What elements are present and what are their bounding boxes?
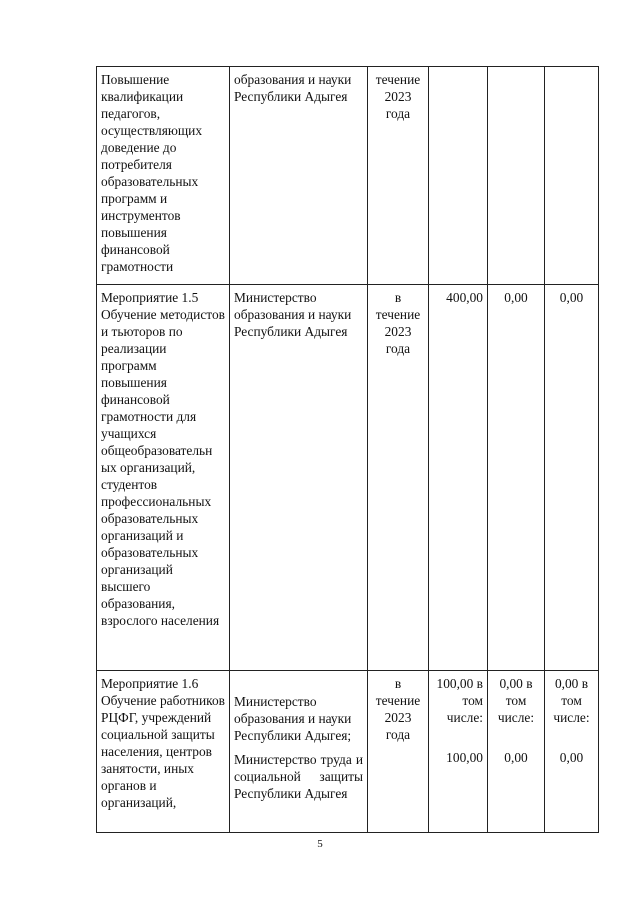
value-cell — [429, 671, 488, 833]
executor-cell: Министерство образования и науки Республики Адыгея — [230, 285, 368, 671]
value-cell: 0,00 — [545, 285, 599, 671]
value-part: 0,00 — [559, 750, 584, 765]
value-total: 100,00 в том числе: — [436, 676, 483, 725]
value-cell — [545, 671, 599, 833]
plan-table — [96, 66, 599, 833]
activity-cell: Повышение квалификации педагогов, осуществляющих доведение до потребителя образовательных программ и инструментов повышения финансовой грамотности — [97, 67, 230, 285]
activity-cell: Мероприятие 1.6 Обучение работников РЦФГ, учреждений социальной защиты населения, центров занятости, иных органов и организаций, — [97, 671, 230, 833]
value-cell — [429, 67, 488, 285]
executor-cell: образования и науки Республики Адыгея — [230, 67, 368, 285]
activity-cell: Мероприятие 1.5 Обучение методистов и тьюторов по реализации программ повышения финансовой грамотности для учащихся общеобразовательн ых организаций, студентов профессиональных образовательных организаций и образовательных организаций высшего образования, взрослого населения — [97, 285, 230, 671]
value-part: 100,00 — [446, 750, 483, 765]
table-row — [97, 285, 599, 671]
period-cell: в течение 2023 года — [368, 671, 429, 833]
value-part: 0,00 — [504, 750, 528, 765]
period-cell: течение 2023 года — [368, 67, 429, 285]
value-total: 0,00 в том числе: — [553, 676, 590, 725]
value-cell — [545, 67, 599, 285]
page-number: 5 — [317, 838, 323, 850]
value-cell: 400,00 — [429, 285, 488, 671]
value-cell: 0,00 — [488, 285, 545, 671]
period-cell: в течение 2023 года — [368, 285, 429, 671]
executor-cell — [230, 671, 368, 833]
value-total: 0,00 в том числе: — [497, 676, 535, 725]
executor-line: Министерство труда и социальной защиты Республики Адыгея — [234, 752, 363, 801]
table-row — [97, 67, 599, 285]
executor-line: Министерство образования и науки Республики Адыгея; — [234, 694, 352, 743]
table-row — [97, 671, 599, 833]
value-cell — [488, 67, 545, 285]
value-cell — [488, 671, 545, 833]
